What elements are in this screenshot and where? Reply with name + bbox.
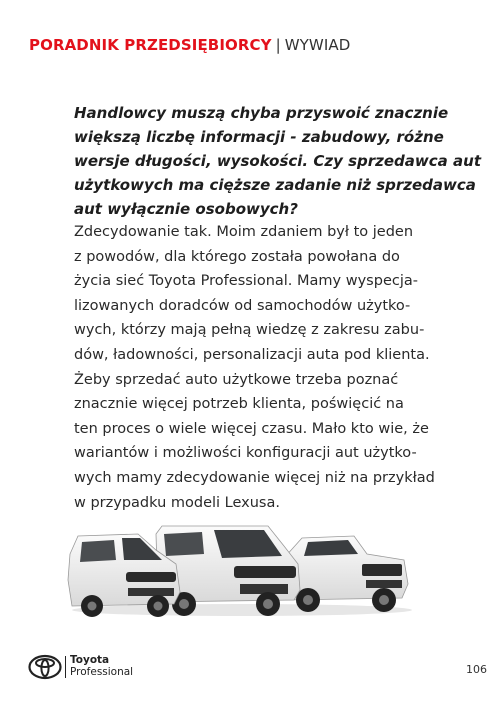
pickup-truck	[284, 536, 408, 612]
answer-line: wariantów i możliwości konfiguracji aut użytko-	[74, 445, 417, 462]
question-line: wersje długości, wysokości. Czy sprzedawca aut	[74, 152, 481, 170]
interview-question	[74, 101, 481, 221]
answer-line: wych, którzy mają pełną wiedzę z zakresu zabu-	[74, 322, 425, 339]
logo-divider	[65, 656, 66, 678]
header-section-title: PORADNIK PRZEDSIĘBIORCY	[29, 36, 272, 54]
interview-answer	[74, 220, 454, 515]
page-header	[29, 36, 350, 54]
logo-brand: Toyota	[70, 654, 110, 666]
proace-van	[156, 526, 300, 616]
vehicles-image	[62, 520, 418, 620]
answer-line: z powodów, dla którego została powołana do	[74, 248, 400, 265]
logo-subtitle: Professional	[70, 666, 134, 678]
toyota-emblem-icon	[28, 654, 62, 680]
answer-line: wych mamy zdecydowanie więcej niż na przykład	[74, 469, 435, 486]
toyota-professional-logo	[28, 654, 138, 680]
question-line: większą liczbę informacji - zabudowy, różne	[74, 128, 444, 146]
answer-line: znacznie więcej potrzeb klienta, poświęcić na	[74, 396, 404, 413]
header-separator: |	[275, 36, 281, 54]
answer-line: ten proces o wiele więcej czasu. Mało kto wie, że	[74, 420, 429, 437]
answer-line: dów, ładowności, personalizacji auta pod klienta.	[74, 346, 430, 363]
answer-line: życia sieć Toyota Professional. Mamy wyspecja-	[74, 273, 418, 290]
answer-line: lizowanych doradców od samochodów użytko-	[74, 297, 411, 314]
answer-line: Żeby sprzedać auto użytkowe trzeba poznać	[74, 371, 399, 388]
answer-line: Zdecydowanie tak. Moim zdaniem był to jeden	[74, 224, 414, 240]
question-line: Handlowcy muszą chyba przyswoić znacznie	[74, 104, 449, 122]
page-number: 106	[466, 663, 487, 676]
header-kind: WYWIAD	[284, 36, 351, 54]
question-line: aut wyłącznie osobowych?	[74, 200, 298, 218]
question-line: użytkowych ma cięższe zadanie niż sprzedawca	[74, 176, 476, 194]
answer-line: w przypadku modeli Lexusa.	[74, 494, 280, 511]
